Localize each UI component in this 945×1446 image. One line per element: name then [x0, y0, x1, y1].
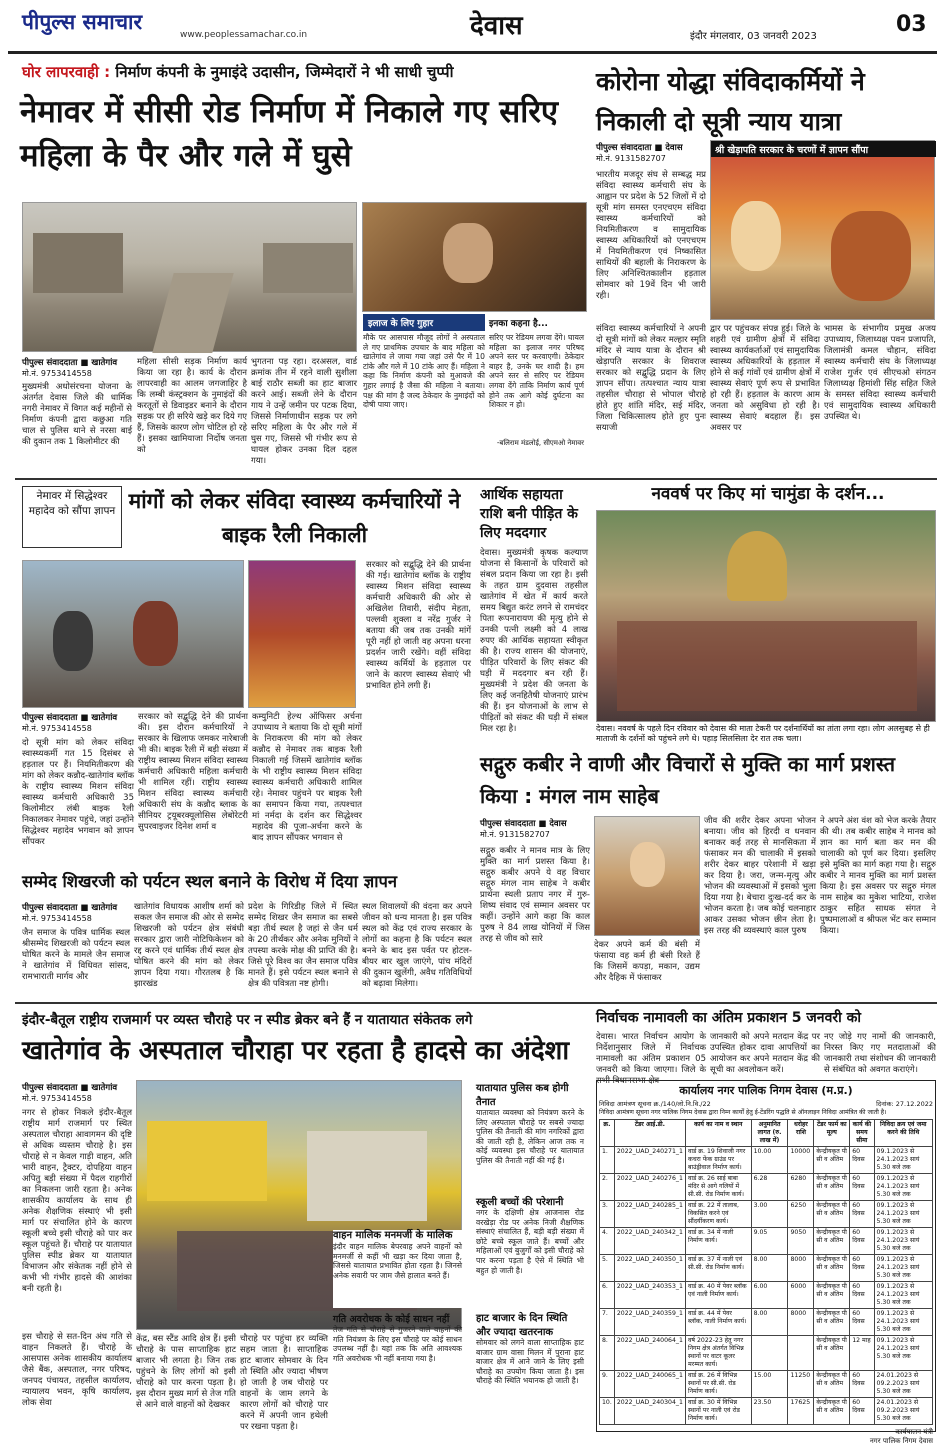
tender-table-cell: केन्द्रीयकृत पी सी व अंतिम	[814, 1398, 850, 1425]
tender-table-row	[600, 1371, 933, 1398]
tender-table-cell: 09.1.2023 से 24.1.2023 सायं 5.30 बजे तक	[874, 1309, 932, 1336]
tender-table-cell: 23.50	[751, 1398, 788, 1425]
tender-table-cell: 09.1.2023 से 24.1.2023 सायं 5.30 बजे तक	[874, 1147, 932, 1174]
story1-kicker: घोर लापरवाही :	[22, 63, 111, 81]
sub-text: तेज गति से चौराहे से गुजरने वाले वाहनों की गति नियंत्रण के लिए इस चौराहे पर कोई साधन उपलब्ध नहीं है। यहां तक कि अति आवश्यक गति अवरोधक भी नहीं बनाया गया है।	[333, 1325, 462, 1363]
story7-body-col2: देकर अपने कर्म की बंसी में फंसाया वह कर्म ही बंसी रिश्ते हैं कि जिसमें कपड़ा, मकान, उद्यम और दैहिक में फंसाकर	[594, 940, 700, 983]
story1-box-treatment	[363, 314, 485, 453]
tender-table-cell: 6.28	[751, 1174, 788, 1201]
story3-photo-rally	[22, 560, 244, 708]
tender-table-cell: 60 दिवस	[850, 1174, 874, 1201]
tender-table-header: टेंडर फार्म का मूल्य	[814, 1120, 850, 1147]
notice-sign-office: नगर पालिक निगम देवास	[869, 1437, 933, 1445]
story5-photo-temple	[596, 510, 936, 722]
tender-table-cell: 9.05	[751, 1228, 788, 1255]
byline-place: देवास	[665, 143, 683, 153]
tender-table-cell: 15.00	[751, 1371, 788, 1398]
story7-body-col4: ने अपने अंश वंश को भेज करके तैयार की थी। तब कबीर साहेब ने मानव को ज्ञान का मार्ग बता कर मन की चालाकी को पूर्ण कर दिया। इसलिए इसे मुक्ति का मार्ग कहा गया है। सद्गुरु कबीर ने मानव मुक्ति का मार्ग प्रशस्त किया है। इस अवसर पर सद्गुरु मंगल नाम साहेब का मुकेश भाटिया, राजेश ठाकुर सहित साधक संगत ने पुष्पमालाओं व श्रीफल भेंट कर सम्मान किया।	[820, 816, 936, 936]
tender-table-cell: 8.	[600, 1336, 615, 1371]
story3-tag: नेमावर में सिद्धेश्वर महादेव को सौंपा ज्ञापन	[22, 486, 122, 548]
story2-photo-yatra	[710, 140, 935, 320]
tender-table-cell: 3.	[600, 1201, 615, 1228]
byline-mobile: मो.नं. 9753414558	[22, 914, 92, 923]
tender-table-cell: वार्ड क्र. 26 में विभिन्न स्थानों पर सी.सी. रोड निर्माण कार्य।	[685, 1371, 751, 1398]
tender-table-row	[600, 1255, 933, 1282]
story6-headline[interactable]: सम्मेद शिखरजी को पर्यटन स्थल बनाने के विरोध में दिया ज्ञापन	[22, 872, 398, 891]
tender-table-row	[600, 1398, 933, 1425]
story1-kicker-line	[22, 62, 582, 82]
notice-signature	[599, 1428, 933, 1446]
tender-table-cell: 8000	[788, 1255, 814, 1282]
story3-body-col4: सरकार को सद्बुद्धि देने की प्रार्थना की गई। खातेगांव ब्लॉक के राष्ट्रीय स्वास्थ्य मिशन संविदा स्वास्थ्य कर्मचारी अधिकारी की ओर से अखिलेश तिवारी, संदीप मेहता, पल्लवी शुक्ला व नरेंद्र गुर्जर ने बताया की जब तक उनकी मांगें पूरी नहीं हो जाती वह अपना धरना प्रदर्शन जारी रखेंगे। वहीं संविदा स्वास्थ्य कर्मियों के हड़ताल पर जाने के कारण स्वास्थ्य सेवाएं भी प्रभावित होने लगी हैं।	[366, 560, 471, 691]
tender-table-cell: 09.1.2023 से 24.1.2023 सायं 5.30 बजे तक	[874, 1255, 932, 1282]
sub-text: सोमवार को लगने वाला साप्ताहिक हाट बाजार ग्राम वासा मिलन में पुराना हाट बाजार क्षेत्र में आने जाने के लिए इसी चौराहे का उपयोग किया जाता है। इस चौराहे की स्थिति भयानक हो जाती है।	[476, 1338, 584, 1386]
tender-table-row	[600, 1174, 933, 1201]
tender-table-cell: 9050	[788, 1228, 814, 1255]
tender-table-cell: वार्ड क्र. 34 में नाली निर्माण कार्य।	[685, 1228, 751, 1255]
tender-table-cell	[751, 1336, 788, 1371]
tender-table-cell: 2.	[600, 1174, 615, 1201]
story3-body-col3: कम्युनिटी हेल्थ ऑफिसर अर्चना उपाध्याय ने बताया कि दो सूत्री मांगों के निराकरण की मांग को लेकर कन्नौद से नेमावर तक बाइक रैली निकाली गई जिसमें खातेगांव ब्लॉक के भी राष्ट्रीय स्वास्थ्य मिशन संविदा स्वास्थ्य कर्मचारी अधिकारी शामिल रहे। नेमावर पहुंचने पर बाइक रैली का समापन किया गया, तत्पश्चात मां नर्मदा के दर्शन कर सिद्धेश्वर महादेव की पूजा-अर्चना करने के बाद ज्ञापन सौंपकर भगवान से	[252, 712, 362, 843]
byline-name: पीपुल्स संवाददाता	[22, 358, 78, 368]
tender-table-cell: 6000	[788, 1282, 814, 1309]
tender-table-cell: 09.1.2023 से 24.1.2023 सायं 5.30 बजे तक	[874, 1282, 932, 1309]
tender-table-cell: 2022_UAD_240271_1	[614, 1147, 685, 1174]
tender-table-cell: 2022_UAD_240342_1	[614, 1228, 685, 1255]
byline-mobile: मो.नं. 9753414558	[22, 724, 92, 733]
tender-table-cell: 6280	[788, 1174, 814, 1201]
story3-body-col2: सरकार को सद्बुद्धि देने की प्रार्थना की। इस दौरान कर्मचारियों ने सरकार के खिलाफ जमकर नारेबाजी भी की। बाइक रैली में बड़ी संख्या में राष्ट्रीय स्वास्थ्य मिशन संविदा स्वास्थ्य कर्मचारी अधिकारी महिला कर्मचारी भी शामिल रहीं। राष्ट्रीय स्वास्थ्य मिशन संविदा स्वास्थ्य कर्मचारी अधिकारी संघ के कन्नौद ब्लाक के सीनियर ट्रयूबरक्यूलोसिस लेबोरेटरी सुपरवाइजर दिनेश शर्मा व	[138, 712, 248, 832]
story8-sub-speedbreaker	[333, 1312, 462, 1425]
tender-table-cell: 3.00	[751, 1201, 788, 1228]
sub-title: हाट बाजार के दिन स्थिति और ज्यादा खतरनाक	[476, 1313, 568, 1338]
story1-box-statement	[489, 314, 584, 448]
tender-table-header: टेंडर आई.डी.	[614, 1120, 685, 1147]
tender-table-cell: केन्द्रीयकृत पी सी व अंतिम	[814, 1174, 850, 1201]
tender-table-cell: 2022_UAD_240359_1	[614, 1309, 685, 1336]
tender-table-cell: 17625	[788, 1398, 814, 1425]
tender-table-cell: केन्द्रीयकृत पी सी व अंतिम	[814, 1147, 850, 1174]
website-url[interactable]: www.peoplessamachar.co.in	[180, 30, 308, 40]
story1-body-col2: महिला सीसी सड़क निर्माण कार्य किया जा रहा है। कार्य के दौरान लापरवाही का आलम जगजाहिर है कि लम्बी कंस्ट्रक्शन के नुमाइंदों की करतूतों से डिवाइडर बनाने के दौरान सड़क पर ही सरिये खड़े कर दिये गए हैं, जिसके कारण लोग चोटिल हो रहे हैं। इसका खामियाजा निर्दोष जनता को	[137, 357, 247, 455]
byline-mobile: मो.नं. 9753414558	[22, 1094, 92, 1103]
sub-title: गति अवरोधक के कोई साधन नहीं	[333, 1314, 450, 1325]
tender-table-cell: 6.00	[751, 1282, 788, 1309]
story9-body-col1: देवास। भारत निर्वाचन आयोग के निर्देशानुसार जिले में निर्वाचक नामावली का अंतिम प्रकाशन 05 जनवरी को किया जाएगा। जिले के सभी विधानसभा क्षेत्र	[596, 1032, 706, 1086]
box-title: इनका कहना है...	[489, 314, 584, 331]
tender-table-row	[600, 1309, 933, 1336]
byline-mobile: मो.नं. 9753414558	[22, 369, 92, 378]
tender-table-cell: 11250	[788, 1371, 814, 1398]
tender-table-cell: 2022_UAD_240285_1	[614, 1201, 685, 1228]
tender-table-cell: 09.1.2023 से 24.1.2023 सायं 5.30 बजे तक	[874, 1228, 932, 1255]
byline-place: खातेगांव	[91, 1083, 118, 1093]
story9-headline[interactable]: निर्वाचक नामावली का अंतिम प्रकाशन 5 जनवरी को	[596, 1010, 861, 1026]
notice-office: कार्यालय नगर पालिक निगम देवास (म.प्र.)	[679, 1084, 853, 1097]
tender-table-cell: केन्द्रीयकृत पी सी व अंतिम	[814, 1309, 850, 1336]
tender-table-cell: 10.	[600, 1398, 615, 1425]
tender-table-cell: 1.	[600, 1147, 615, 1174]
tender-table-header: निविदा क्रय एवं जमा करने की तिथि	[874, 1120, 932, 1147]
dateline: इंदौर मंगलवार, 03 जनवरी 2023	[690, 31, 817, 42]
tender-table-header: अनुमानित लागत (रु. लाख में)	[751, 1120, 788, 1147]
tender-table-cell: 9.	[600, 1371, 615, 1398]
notice-ref-row	[599, 1099, 933, 1108]
story3-photo-puja	[248, 560, 356, 708]
story6-body-col1: जैन समाज के पवित्र धार्मिक स्थल श्रीसम्मेद शिखरजी को पर्यटन स्थल घोषित करने के मामले जैन समाज ने खातेगांव में विधिवत सांसद, रामभाराती मार्गव और	[22, 928, 130, 982]
story2-byline: पीपुल्स संवाददाता ■ देवास मो.नं. 9131582707	[596, 143, 683, 163]
story2-headline[interactable]: कोरोना योद्धा संविदाकर्मियों ने निकाली दो सूत्री न्याय यात्रा	[596, 67, 865, 136]
story8-sidebar	[476, 1080, 584, 1408]
tender-table-cell: वर्ष 2022-23 हेतु नगर निगम क्षेत्र अंतर्गत विभिन्न स्थानों पर वाटर कूलर मरम्मत कार्य।	[685, 1336, 751, 1371]
section-divider	[15, 1002, 937, 1004]
tender-table-cell: 6250	[788, 1201, 814, 1228]
tender-table-cell: वार्ड क्र. 40 में पेवर ब्लॉक एवं नाली निर्माण कार्य।	[685, 1282, 751, 1309]
byline-name: पीपुल्स संवाददाता	[22, 713, 78, 723]
tender-table-cell: 24.01.2023 से 09.2.2023 सायं 5.30 बजे तक	[874, 1371, 932, 1398]
story3-byline: पीपुल्स संवाददाता ■ खातेगांव मो.नं. 9753414558	[22, 713, 118, 733]
tender-table-row	[600, 1336, 933, 1371]
story3-headline[interactable]: मांगों को लेकर संविदा स्वास्थ्य कर्मचारियों ने बाइक रैली निकाली	[128, 489, 461, 547]
sub-text: यातायात व्यवस्था को नियंत्रण करने के लिए अस्पताल चौराहे पर सबसे ज्यादा पुलिस की तैनाती की मांग नगरिकों द्वारा की जाती रही है, लेकिन आज तक न कोई व्यवस्था इस चौराहे पर यातायात पुलिस की तैनाती नहीं की गई है।	[476, 1108, 584, 1165]
byline-name: पीपुल्स संवाददाता	[480, 819, 536, 829]
tender-table-cell: 60 दिवस	[850, 1228, 874, 1255]
story8-headline[interactable]: खातेगांव के अस्पताल चौराहा पर रहता है हादसे का अंदेशा	[22, 1036, 570, 1066]
sub-text: नगर के दक्षिणी क्षेत्र आजनास रोड वरखेड़ा रोड पर अनेक निजी शैक्षणिक संस्थाएं संचालित हैं, बड़ी बड़ी संख्या में छोटे बच्चे स्कूल जाते हैं। बच्चों और महिलाओं एवं बुजुर्गों को इसी चौराहे को पार करना पड़ता है ऐसे में स्थिति भी बहुत हो जाती है।	[476, 1208, 584, 1275]
tender-table-cell: 60 दिवस	[850, 1371, 874, 1398]
tender-table-cell: 10000	[788, 1147, 814, 1174]
tender-table-cell: वार्ड क्र. 44 में पेवर ब्लॉक, नाली निर्माण कार्य।	[685, 1309, 751, 1336]
story8-kicker: इंदौर-बैतूल राष्ट्रीय राजमार्ग पर व्यस्त चौराहे पर न स्पीड ब्रेकर बने हैं न यातायात संकेतक लगे	[22, 1012, 473, 1028]
tender-table-cell: 2022_UAD_240304_1	[614, 1398, 685, 1425]
story7-byline: पीपुल्स संवाददाता ■ देवास मो.नं. 9131582707	[480, 819, 567, 839]
story8-body-col3: चौराहे पर पहुंचा हर व्यक्ति सहम जाता है। साप्ताहिक हाट बाजार सोमवार के दिन तो स्थिति और ज्यादा भीषण हो जाती है जब चौराहे पर वाहनों के जाम लगने के कारण लोगों को चौराहे पार करने में अपनी जान हथेली पर रखना पड़ता है।	[240, 1334, 328, 1432]
box-text: सरिए पर रेडियम लगवा देंगे। घायल महिला का इलाज नगर परिषद अपने स्तर पर करवाएगी। ठेकेदार बाहर है, उनके घर शादी है। हम अपने स्तर से सरिए पर रेडियम लगवा देंगे ताकि निर्माण कार्य पूर्ण होने तक आगे कोई दुर्घटना का शिकार न हो।	[489, 333, 584, 410]
tender-table-cell: 2022_UAD_240276_1	[614, 1174, 685, 1201]
story7-photo-saheb	[594, 816, 700, 936]
notice-intro: निविदा आमंत्रण सूचना नगर पालिक निगम देवास द्वारा निम्न कार्यों हेतु ई-टेंडरिंग पद्धति से ऑनलाइन निविदा आमंत्रित की जाती है।	[599, 1109, 887, 1116]
byline-place: खातेगांव	[91, 713, 118, 723]
tender-table-cell: 2022_UAD_240353_1	[614, 1282, 685, 1309]
newspaper-logo: पीपुल्स समाचार	[22, 9, 143, 34]
tender-table-cell: 60 दिवस	[850, 1398, 874, 1425]
byline-name: पीपुल्स संवाददाता	[596, 143, 652, 153]
story1-photo-woman	[362, 202, 587, 312]
byline-name: पीपुल्स संवाददाता	[22, 903, 78, 913]
tender-table-cell: केन्द्रीयकृत पी सी व अंतिम	[814, 1371, 850, 1398]
story6-body-col3: प्रदेश के गिरिडीह जिले में स्थित सम्मेद शिखर जैन समाज का सबसे बड़ा तीर्थ स्थल है जहां से जैन धर्म के 20 तीर्थंकर और अनेक मुनियों ने तपस्या करके मोक्ष की प्राप्ति की है। जिसे पूरे विश्व का जैन समाज पवित्र मानते हैं। इसे पर्यटन स्थल बनाने से क्षेत्र की पवित्रता नष्ट होगी।	[248, 902, 358, 989]
tender-table-header: धरोहर राशि	[788, 1120, 814, 1147]
section-divider	[15, 478, 937, 480]
box-title: इलाज के लिए गुहार	[363, 314, 485, 331]
byline-mobile: मो.नं. 9131582707	[596, 154, 666, 163]
tender-table-cell: 6.	[600, 1282, 615, 1309]
tender-table-cell: केन्द्रीयकृत पी सी व अंतिम	[814, 1282, 850, 1309]
story1-photo-road	[22, 202, 357, 352]
tender-table-cell: केन्द्रीयकृत पी सी व अंतिम	[814, 1201, 850, 1228]
tender-table-cell: 8.00	[751, 1255, 788, 1282]
tender-table-header: कार्य का नाम व स्थान	[685, 1120, 751, 1147]
tender-table-cell: 60 दिवस	[850, 1201, 874, 1228]
story7-body-col1: सद्गुरु कबीर ने मानव मात्र के लिए मुक्ति का मार्ग प्रशस्त किया है। सद्गुरु कबीर अपने ये वह विचार सद्गुरु मंगल नाम साहेब ने कबीर प्रार्थना स्थली प्रताप नगर में गुरु-शिष्य संवाद एवं सम्मान अवसर पर कहीं। उन्होंने आगे कहा कि काल पुरुष ने 84 लाख योनियों में जिस तरह से जीव को सारे	[480, 846, 590, 944]
tender-table-cell: 7.	[600, 1309, 615, 1336]
tender-table-cell: 8000	[788, 1309, 814, 1336]
byline-name: पीपुल्स संवाददाता	[22, 1083, 78, 1093]
story2-body-col3: द्वार पर पहुंचकर संपन्न हुई। जिले के शहरी एवं ग्रामीण क्षेत्रों में संविदा स्वास्थ्य कार्यकर्ताओं एवं सामुदायिक स्वास्थ्य अधिकारियों के हड़ताल में होने से कई गांवों एवं ग्रामीण क्षेत्रों में स्वास्थ्य सेवाएं पूर्ण रूप से प्रभावित हो रही हैं। हड़ताल के कारण आम जनता को असुविधा हो रही है। स्वास्थ्य सेवाएं बदहाल हैं। इस अवसर पर	[710, 324, 820, 433]
tender-table-cell: 60 दिवस	[850, 1147, 874, 1174]
tender-table-header: क्र.	[600, 1120, 615, 1147]
photo-caption-title: वाहन मालिक मनमर्जी के मालिक	[333, 1230, 453, 1241]
story1-byline: पीपुल्स संवाददाता ■ खातेगांव मो.नं. 9753414558	[22, 358, 118, 378]
tender-table-cell: 2022_UAD_240065_1	[614, 1371, 685, 1398]
tender-table-cell: 60 दिवस	[850, 1309, 874, 1336]
story5-headline[interactable]: नववर्ष पर किए मां चामुंडा के दर्शन...	[651, 484, 885, 504]
story4-body: देवास। मुख्यमंत्री कृषक कल्याण योजना से किसानों के परिवारों को संबल प्रदान किया जा रहा है। इसी के तहत ग्राम दुदवास तहसील खातेगांव में खेत में कार्य करते समय बिद्युत करंट लगने से रामचंदर पिता रूपनारायण की मृत्यु होने से उनकी पत्नी लक्ष्मी को 4 लाख रुपए की आर्थिक सहायता स्वीकृत की है। राज्य शासन की योजनाएं, पीड़ित परिवारों के लिए संकट की घड़ी में मददगार बन रही हैं। मुख्यमंत्री ने प्रदेश की जनता के लिए कई जनहितैषी योजनाएं प्रारंभ की हैं। इन योजनाओं के लाभ से पीड़ितों को संकट की घड़ी में संबल मिल रहा है।	[480, 548, 588, 734]
tender-table-row	[600, 1228, 933, 1255]
story3-body-col1: दो सूत्री मांग को लेकर संविदा स्वास्थ्यकर्मी गत 15 दिसंबर से हड़ताल पर हैं। नियमितीकरण की मांग को लेकर कन्नौद-खातेगांव ब्लॉक के राष्ट्रीय स्वास्थ्य मिशन संविदा स्वास्थ्य कर्मचारी अधिकारी 35 किलोमीटर लंबी बाइक रैली निकालकर नेमावर पहुंचे, जहां उन्होंने सिद्धेश्वर महादेव भगवान को ज्ञापन सौंपकर	[22, 738, 134, 847]
story1-headline[interactable]: नेमावर में सीसी रोड निर्माण में निकाले गए सरिए महिला के पैर और गले में घुसे	[20, 94, 559, 174]
photo-caption-text: इंदौर वाहन मालिक बेपरवाह अपने वाहनों को मनमर्जी से कहीं भी खड़ा कर दिया जाता है, जिससे यातायात प्रभावित होता रहता है। जिनसे अनेक सवारी पर जाम जैसे हालात बनते हैं।	[333, 1242, 462, 1280]
story2-body-col2: संविदा स्वास्थ्य कर्मचारियों ने अपनी दो सूत्री मांगों को लेकर मल्हार स्मृति मंदिर से न्याय यात्रा के दौरान श्री खेड़ापति सरकार के शिवराज सरकार को सद्बुद्धि प्रदान के लिए ज्ञापन सौंपा। तत्पश्चात न्याय यात्रा तहसील चौराहा से भोपाल चौराहे होते हुए शांति मंदिर, सई मंदिर, जिला चिकित्सालय होते हुए पुनः सयाजी	[596, 324, 706, 433]
notice-date: दिनांक: 27.12.2022	[876, 1100, 933, 1108]
story5-caption: देवास। नववर्ष के पहले दिन रविवार को देवास की माता टेकरी पर दर्शनार्थियों का तांता लगा रहा। लोग अलसुबह से ही माताजी के दर्शनों को पहुंचने लगे थे। पहाड़ सिलसिला देर रात तक चला।	[596, 724, 930, 743]
tender-table-cell: 2022_UAD_240064_1	[614, 1336, 685, 1371]
story1-body-col3: भुगतना पड़ रहा। दरअसल, वार्ड क्रमांक तीन में रहने वाली सुशीला बाई राठौर सब्जी का हाट बाजार करने आई। सब्जी लेने के दौरान गाय ने उन्हें जमीन पर पटक दिया, जिससे निर्माणाधीन सड़क पर लगे सरिए महिला के पैर और गले में घुस गए, जिससे भी गंभीर रूप से घायल होकर उनका दिल दहल गया।	[251, 357, 357, 466]
tender-table-cell: 60 दिवस	[850, 1282, 874, 1309]
story9-body-col3: नए जोड़े गए नामों की जानकारी, निरस्त किए गए मतदाताओं की जानकारी तथा संशोधन की जानकारी से संबंधित को अवगत कराएंगे।	[824, 1032, 936, 1075]
story8-byline: पीपुल्स संवाददाता ■ खातेगांव मो.नं. 9753414558	[22, 1083, 118, 1103]
tender-table-cell: वार्ड क्र. 19 शिवाजी नगर कचरा फेंक ग्राउंड पर बाउंड्रीवाल निर्माण कार्य।	[685, 1147, 751, 1174]
story7-headline[interactable]: सद्गुरु कबीर ने वाणी और विचारों से मुक्ति का मार्ग प्रशस्त किया : मंगल नाम साहेब	[480, 752, 896, 808]
story4-headline[interactable]: आर्थिक सहायता राशि बनी पीड़ित के लिए मददगार	[480, 487, 578, 541]
tender-table-cell: 5.	[600, 1255, 615, 1282]
tender-table-cell: 2022_UAD_240350_1	[614, 1255, 685, 1282]
byline-place: देवास	[549, 819, 567, 829]
tender-table-cell: 4.	[600, 1228, 615, 1255]
story9-body-col2: जानकारी को अपने मतदान केंद्र पर उपस्थित होकर दावा आपत्तियों का आयोजन कर अपने मतदान केंद्र की सूची का अवलोकन करें।	[710, 1032, 820, 1075]
box-text: मौके पर आसपास मौजूद लोगों ने अस्पताल ले गए प्राथमिक उपचार के बाद महिला को खातेगांव ले जाया गया जहां उसे पैर में 10 टांके और गले में 10 टांके आए हैं। महिला ने कहा कि निर्माण कंपनी को मुआवजे की गुहार लगाई है जैसा की महिला ने बताया। पक्ष की मांग है जल्द ठेकेदार के नुमाइंदों को दोषी पाया जाए।	[363, 333, 485, 410]
tender-table-row	[600, 1282, 933, 1309]
tender-table-cell: 24.01.2023 से 09.2.2023 सायं 5.30 बजे तक	[874, 1398, 932, 1425]
story8-body-col1b: इस चौराहे से सत-दिन अंध गति से वाहन निकलते हैं। चौराहे के आसपास अनेक शासकीय कार्यालय जैसे बैंक, अस्पताल, नगर परिषद, जनपद पंचायत, तहसील कार्यालय, न्यायालय भवन, कृषि कार्यालय, लोक सेवा	[22, 1332, 132, 1408]
box-sign: -बलिराम मंडलोई, सीएमओ नेमावर	[496, 439, 584, 447]
tender-table-cell: 12 माह	[850, 1336, 874, 1371]
notice-sign-title: कार्यपालन यंत्री	[895, 1428, 933, 1436]
story2-body-col1: भारतीय मजदूर संघ से सम्बद्ध मप्र संविदा स्वास्थ्य कर्मचारी संघ के आह्वान पर प्रदेश के 52 जिलों में दो सूत्री मांग समस्त एनएचएम संविदा स्वास्थ्य कर्मचारियों को नियमितीकरण व सामुदायिक स्वास्थ्य अधिकारियों को एनएचएम में नियमितीकरण एवं निष्कासित साथियों की बहाली के निराकरण के लिए अनिश्चितकालीन हड़ताल सोमवार को 19वें दिन भी जारी रही।	[596, 170, 706, 301]
story8-body-col2: केंद्र, बस स्टैंड आदि क्षेत्र हैं। इसी चौराहे के पास साप्ताहिक हाट बाजार भी लगता है। जिन तक पहुंचने के लिए लोगों को इसी चौराहे को पार करना पड़ता है। इस दौरान मुख्य मार्ग से तेज गति से आने वाले वाहनों को देखकर	[136, 1334, 236, 1410]
notice-ref: निविदा आमंत्रण सूचना क्र./140/लो.नि.वि./22	[599, 1100, 711, 1108]
tender-table-cell: 09.1.2023 से 24.1.2023 सायं 5.30 बजे तक	[874, 1174, 932, 1201]
tender-table-cell: 10.00	[751, 1147, 788, 1174]
tender-table-cell: केन्द्रीयकृत पी सी व अंतिम	[814, 1255, 850, 1282]
edition-city: देवास	[470, 11, 523, 41]
tender-table-row	[600, 1147, 933, 1174]
tender-table-cell: वार्ड क्र. 37 में नाली एवं सी.सी. रोड निर्माण कार्य।	[685, 1255, 751, 1282]
tender-table-header: कार्य की समय सीमा	[850, 1120, 874, 1147]
tender-table-cell: 60 दिवस	[850, 1255, 874, 1282]
tender-table-cell: 09.1.2023 से 24.1.2023 सायं 5.30 बजे तक	[874, 1201, 932, 1228]
tender-table-cell: केन्द्रीयकृत पी सी व अंतिम	[814, 1228, 850, 1255]
photo-caption: श्री खेड़ापति सरकार के चरणों में ज्ञापन सौंपा	[711, 141, 936, 157]
story8-body-col1: नगर से होकर निकले इंदौर-बैतूल राष्ट्रीय मार्ग राजमार्ग पर स्थित अस्पताल चौराहा आवागमन की दृष्टि से अधिक व्यस्तम चौराहे है। इस चौराहे से न केवल गाड़ी वाहन, अति भारी वाहन, ट्रैक्टर, दोपहिया वाहन अपितु बड़ी संख्या में पैदल राहगीरों का निकलना जारी रहता है। अनेक शासकीय कार्यालय के साथ ही अनेक शैक्षणिक संस्थाएं भी इसी मार्ग पर संचालित होने के कारण स्कूली बच्चे इसी चौराहे को पार कर स्कूल पहुंचते हैं। चौराहे पर यातायात पुलिस स्पीड ब्रेकर या यातायात विभाजन और संकेतक नहीं होने से कभी भी गंभीर हादसे की आशंका बनी रहती है।	[22, 1108, 132, 1294]
tender-table-cell: वार्ड क्र. 26 साई बाबा मंदिर से आगे गलियों में सी.सी. रोड निर्माण कार्य।	[685, 1174, 751, 1201]
tender-table-cell: केन्द्रीयकृत पी सी व अंतिम	[814, 1336, 850, 1371]
tender-table-cell	[788, 1336, 814, 1371]
byline-mobile: मो.नं. 9131582707	[480, 830, 550, 839]
story1-kicker-rest: निर्माण कंपनी के नुमाइंदे उदासीन, जिम्मेदारों ने भी साधी चुप्पी	[115, 63, 454, 81]
story2-body-col4: भामस के संभागीय प्रमुख अजय उपाध्याय, जिलाध्यक्ष पवन प्रजापति, जिलामंत्री कमल चौहान, संविदा स्वास्थ्य कर्मचारी संघ के जिलाध्यक्ष राजेश गुर्जर एवं सीएचओ संगठन जिलाध्यक्ष हिमांशी सिंह सहित जिले के समस्त संविदा स्वास्थ्य कर्मचारी एवं सामुदायिक स्वास्थ्य अधिकारी उपस्थित थे।	[824, 324, 936, 422]
tender-notice	[596, 1080, 936, 1445]
story6-byline: पीपुल्स संवाददाता ■ खातेगांव मो.नं. 9753414558	[22, 903, 118, 923]
tender-table-row	[600, 1201, 933, 1228]
sub-title: स्कूली बच्चों की परेशानी	[476, 1197, 564, 1208]
tender-table-cell: 09.1.2023 से 24.1.2023 सायं 5.30 बजे तक	[874, 1336, 932, 1371]
sub-title: यातायात पुलिस कब होगी तैनात	[476, 1083, 569, 1108]
tender-table-cell: 8.00	[751, 1309, 788, 1336]
story7-body-col3: जीव की शरीर देकर अपना भोजन बनाया। जीव को हिरदी व धनवान बनाकर कई तरह से मानसिकता में फंसाकर मन की चालाकी में इसको शरीर देकर बाहर परेशानी में खड़ा कर दिया है। जरा, जन्म-मृत्यु और भोजन की व्यवस्थाओं में इसको भुला दिया गया है। बेचारा दुःख-दर्द कर के भोजन करता है। जब कोई चलनाहार आकर उसका भोजन छीन लेता है। इस तरह की व्यवस्थाएं काल पुरुष	[704, 816, 816, 936]
story6-body-col4: स्थल शिवालयों की वंदना कर अपने जीवन को धन्य मानता है। इस पवित्र स्थल को केंद्र एवं राज्य सरकार के लोगों का कहना है कि पर्यटन स्थल बनने के बाद इस पर्वत पर होटल-बीयर बार खुल जाएंगे, पांच मंदिरों की दुकान खुलेंगी, अवैध गतिविधियों को बढ़ावा मिलेगा।	[362, 902, 472, 989]
tender-table-cell: वार्ड क्र. 22 में तालाब, विकसित करने एवं सौंदर्यीकरण कार्य।	[685, 1201, 751, 1228]
byline-place: खातेगांव	[91, 358, 118, 368]
tender-table	[599, 1119, 933, 1425]
story6-body-col2: खातेगांव विधायक आशीष शर्मा को सकल जैन समाज की ओर से सम्मेद शिखरजी को पर्यटन क्षेत्र संबंधी सरकार द्वारा जारी नोटिफिकेशन को रद्द करने एवं धार्मिक तीर्थ स्थल क्षेत्र घोषित करने की मांग को लेकर ज्ञापन दिया गया। गौरतलब है कि झारखंड	[134, 902, 244, 989]
page-number: 03	[896, 12, 927, 37]
tender-table-cell: वार्ड क्र. 30 में विभिन्न स्थानों पर नाली एवं रोड निर्माण कार्य।	[685, 1398, 751, 1425]
byline-place: खातेगांव	[91, 903, 118, 913]
story1-body-col1: मुख्यमंत्री अधोसंरचना योजना के अंतर्गत देवास जिले की धार्मिक नगरी नेमावर में विगत कई महीनों से निर्माण कंपनी द्वारा कछुआ गति चाल से पुलिस थाने से नरसा बाई की दुकान तक 1 किलोमीटर की	[22, 382, 132, 447]
story8-photo-caption-box	[333, 1230, 462, 1308]
